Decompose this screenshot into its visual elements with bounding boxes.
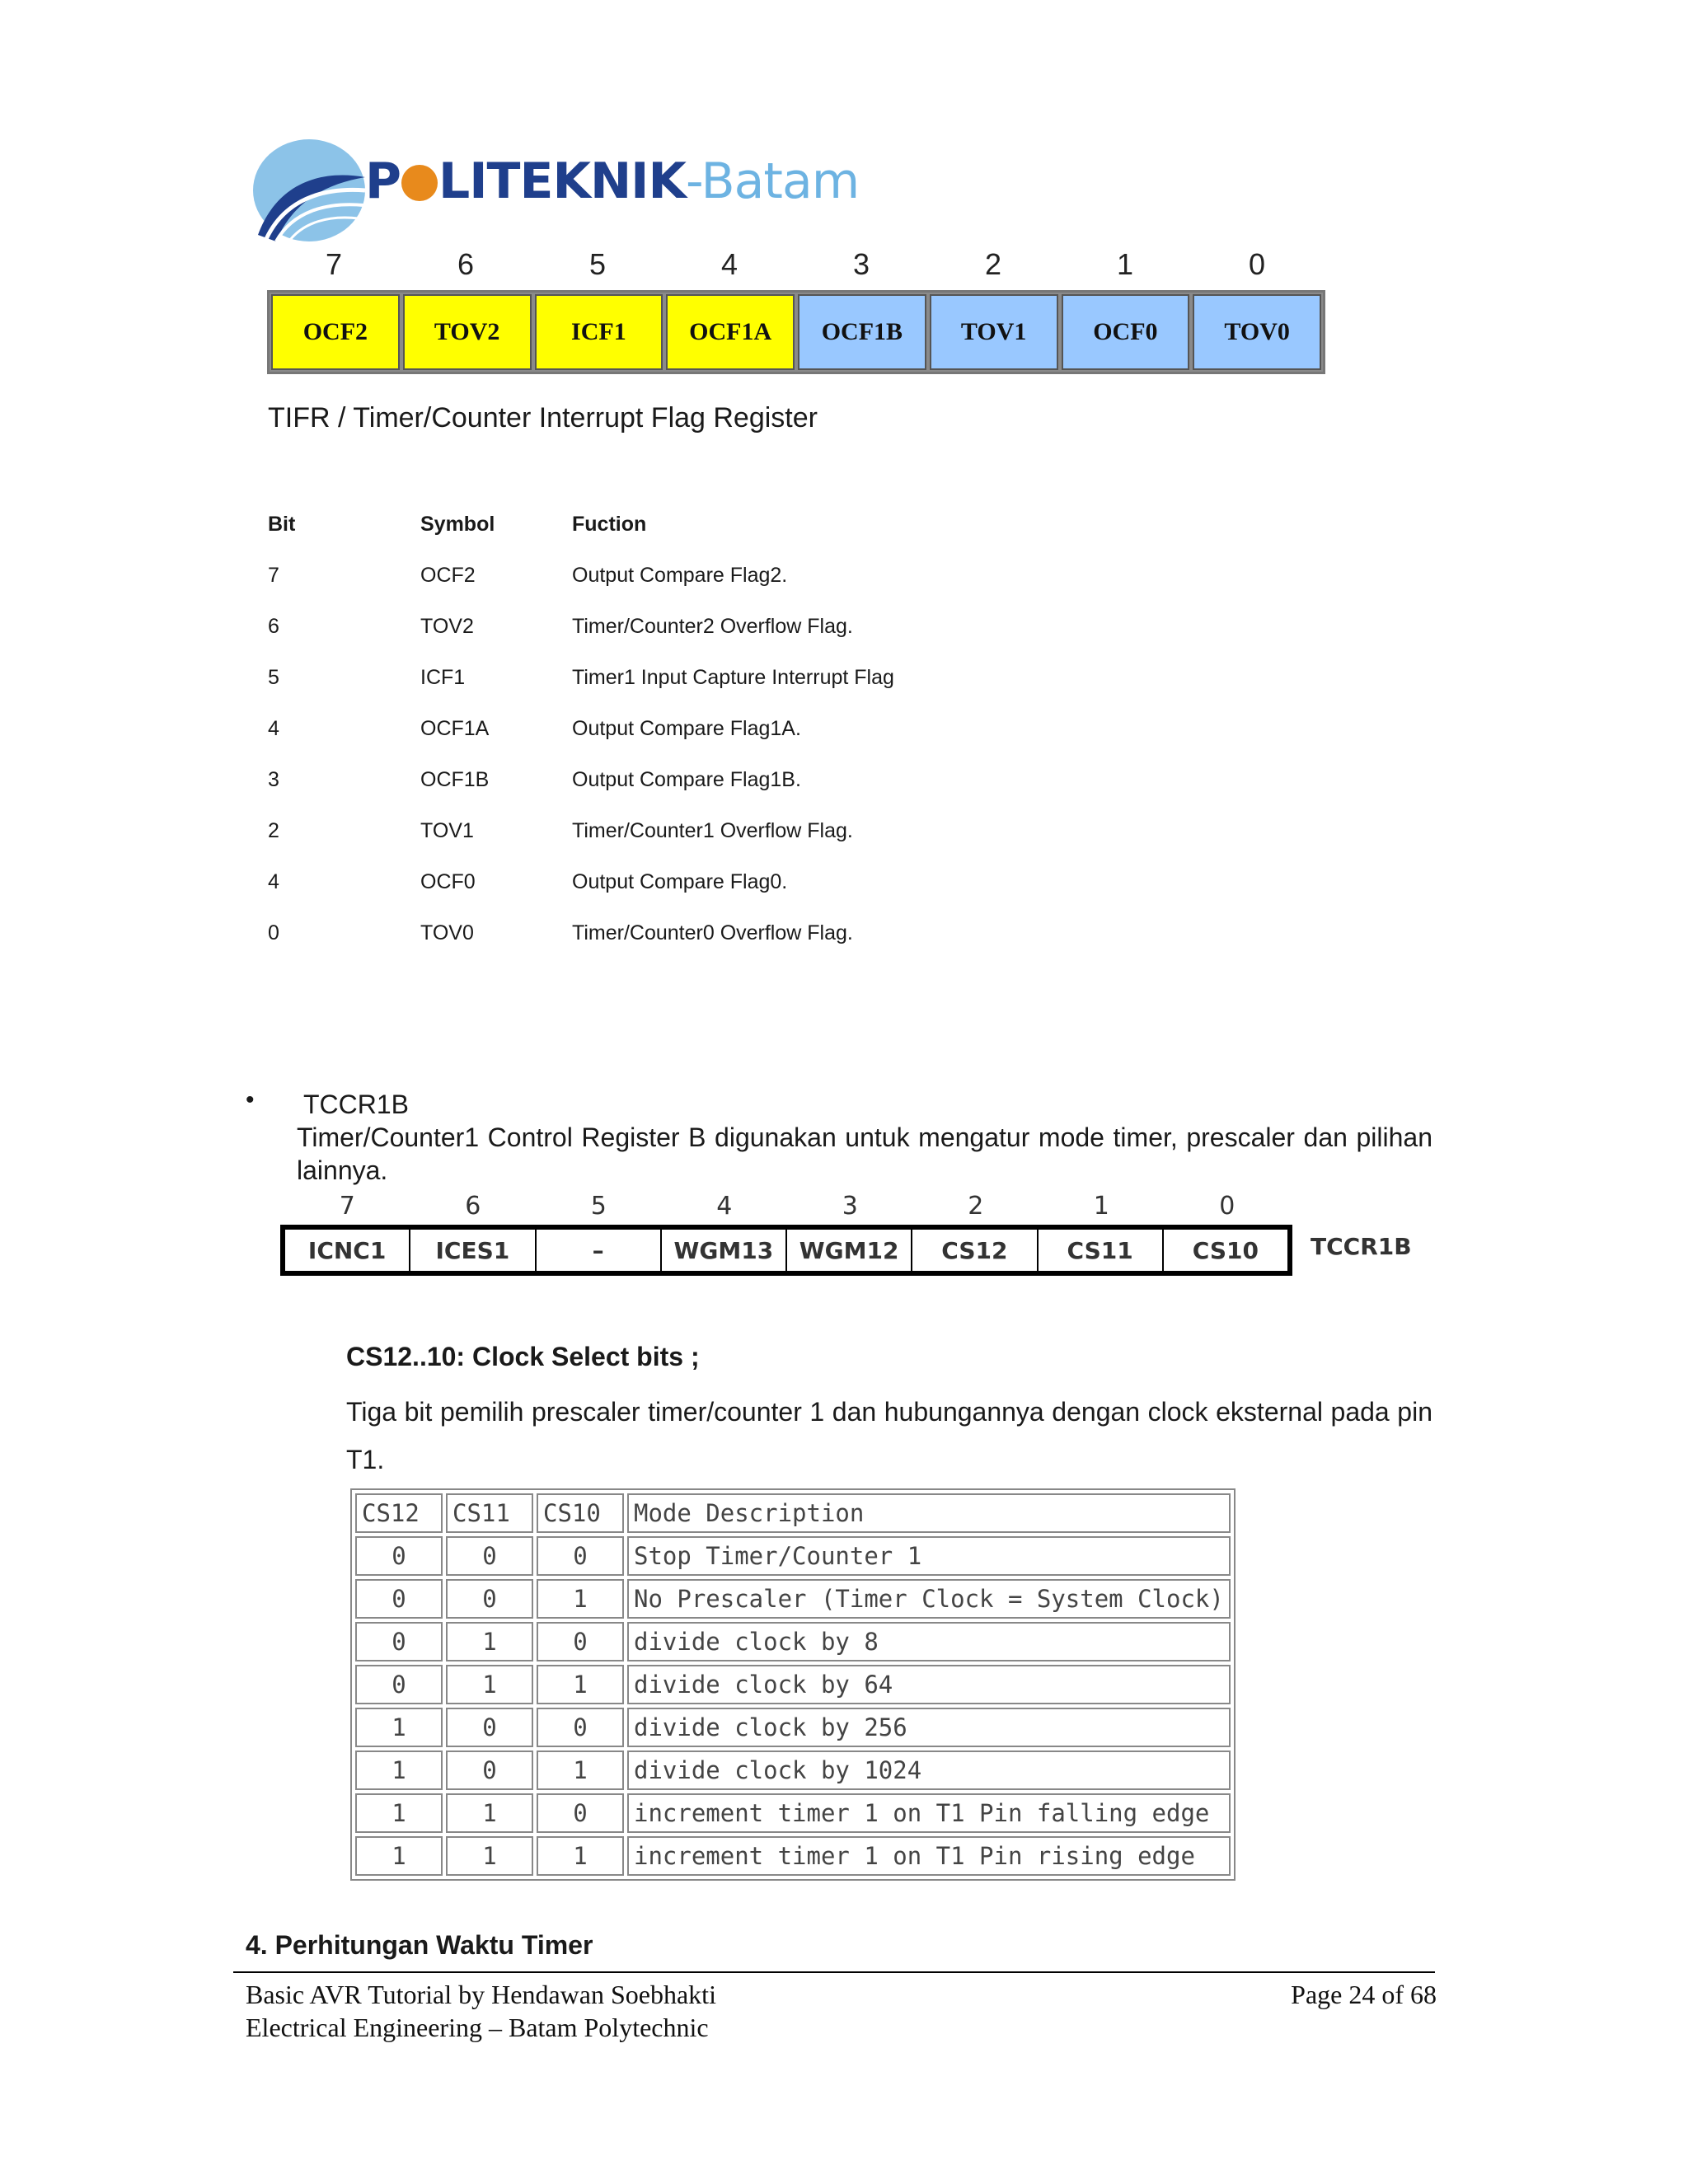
cs-bits-description: Tiga bit pemilih prescaler timer/counter 1 dan hubungannya dengan clock eksternal pada pin T1. <box>346 1397 1432 1474</box>
tifr-bit-cell: TOV2 <box>403 294 532 370</box>
table-cell: Output Compare Flag1A. <box>572 717 801 740</box>
tccr1b-bit-cell: CS12 <box>912 1230 1038 1271</box>
table-cell: 1 <box>446 1793 533 1833</box>
section-heading: 4. Perhitungan Waktu Timer <box>246 1930 593 1960</box>
tifr-bit-cell: ICF1 <box>535 294 663 370</box>
table-cell: 5 <box>268 666 279 689</box>
tifr-bit-numbers <box>268 247 1323 282</box>
tifr-caption: TIFR / Timer/Counter Interrupt Flag Register <box>268 402 818 434</box>
footer-page-number: Page 24 of 68 <box>1291 1980 1437 2009</box>
cs-bits-title: CS12..10: Clock Select bits ; <box>346 1342 700 1371</box>
table-cell: 1 <box>537 1750 624 1790</box>
tccr1b-bit-cell: – <box>537 1230 662 1271</box>
table-header: Symbol <box>420 513 495 536</box>
tccr1b-bit-cell: CS11 <box>1039 1230 1164 1271</box>
bit-number: 7 <box>339 1192 355 1221</box>
table-cell: 0 <box>355 1536 443 1576</box>
table-cell: increment timer 1 on T1 Pin falling edge <box>627 1793 1231 1833</box>
table-cell: Output Compare Flag2. <box>572 564 788 587</box>
table-cell: 0 <box>537 1622 624 1661</box>
table-row <box>355 1793 1231 1833</box>
table-cell: Timer/Counter2 Overflow Flag. <box>572 615 853 638</box>
tifr-bit-cell: OCF1A <box>666 294 795 370</box>
table-cell: divide clock by 64 <box>627 1665 1231 1704</box>
table-cell: 1 <box>446 1622 533 1661</box>
bit-number: 3 <box>842 1192 858 1221</box>
footer-divider <box>233 1971 1435 1973</box>
table-cell: 0 <box>446 1579 533 1619</box>
table-cell: 1 <box>537 1665 624 1704</box>
table-cell: 1 <box>537 1579 624 1619</box>
table-header: Bit <box>268 513 296 536</box>
table-cell: divide clock by 256 <box>627 1708 1231 1747</box>
table-row <box>355 1536 1231 1576</box>
tccr1b-bit-numbers <box>284 1192 1290 1221</box>
clock-select-table <box>350 1488 1236 1881</box>
table-header: CS11 <box>446 1493 533 1533</box>
table-row <box>355 1579 1231 1619</box>
table-cell: No Prescaler (Timer Clock = System Clock) <box>627 1579 1231 1619</box>
table-cell: 0 <box>537 1793 624 1833</box>
tccr1b-bit-cell: ICNC1 <box>285 1230 410 1271</box>
table-cell: 0 <box>446 1750 533 1790</box>
table-header: CS12 <box>355 1493 443 1533</box>
tccr1b-bit-cell: ICES1 <box>410 1230 536 1271</box>
table-row <box>355 1836 1231 1876</box>
table-cell: 3 <box>268 768 279 791</box>
footer-author: Basic AVR Tutorial by Hendawan Soebhakti <box>246 1980 716 2009</box>
bit-number: 3 <box>852 247 870 281</box>
table-cell: 0 <box>537 1708 624 1747</box>
table-cell: ICF1 <box>420 666 466 689</box>
table-cell: Timer/Counter0 Overflow Flag. <box>572 921 853 944</box>
table-cell: 6 <box>268 615 279 638</box>
bit-number: 0 <box>1248 247 1266 281</box>
table-cell: 0 <box>355 1579 443 1619</box>
table-cell: OCF0 <box>420 870 476 893</box>
tifr-bit-cell: OCF1B <box>798 294 926 370</box>
tifr-bit-cell: TOV1 <box>930 294 1058 370</box>
bit-number: 4 <box>720 247 738 281</box>
table-cell: OCF1A <box>420 717 490 740</box>
table-cell: 0 <box>446 1708 533 1747</box>
bit-number: 1 <box>1093 1192 1109 1221</box>
bit-number: 5 <box>588 247 607 281</box>
tifr-bit-cell: TOV0 <box>1193 294 1321 370</box>
logo-emblem-icon <box>251 136 367 247</box>
tccr1b-register-label: TCCR1B <box>1311 1233 1412 1260</box>
tccr1b-bit-cell: WGM12 <box>787 1230 912 1271</box>
tccr1b-bit-cell: CS10 <box>1192 1236 1259 1264</box>
tifr-bit-cell: OCF0 <box>1062 294 1190 370</box>
bit-number: 1 <box>1116 247 1134 281</box>
table-header-row <box>355 1493 1231 1533</box>
table-row <box>355 1708 1231 1747</box>
tccr1b-register-diagram <box>280 1225 1292 1276</box>
table-cell: 1 <box>355 1750 443 1790</box>
table-cell: TOV2 <box>420 615 474 638</box>
table-cell: Timer/Counter1 Overflow Flag. <box>572 819 853 842</box>
logo-wordmark: P LITEKNIK-Batam <box>365 152 860 210</box>
table-cell: OCF2 <box>420 564 476 587</box>
table-cell: divide clock by 8 <box>627 1622 1231 1661</box>
table-cell: 0 <box>355 1622 443 1661</box>
table-row <box>355 1622 1231 1661</box>
bit-number: 5 <box>590 1192 607 1221</box>
table-cell: TOV1 <box>420 819 474 842</box>
table-cell: 4 <box>268 717 279 740</box>
tifr-register-diagram <box>267 290 1325 374</box>
table-header: CS10 <box>537 1493 624 1533</box>
bit-number: 6 <box>465 1192 481 1221</box>
footer-institution: Electrical Engineering – Batam Polytechnic <box>246 2013 709 2042</box>
table-cell: 4 <box>268 870 279 893</box>
table-cell: 0 <box>268 921 279 944</box>
table-row <box>355 1665 1231 1704</box>
table-cell: 2 <box>268 819 279 842</box>
table-cell: Stop Timer/Counter 1 <box>627 1536 1231 1576</box>
table-cell: 7 <box>268 564 279 587</box>
table-header: Fuction <box>572 513 647 536</box>
table-cell: TOV0 <box>420 921 474 944</box>
bit-number: 7 <box>325 247 343 281</box>
table-cell: Output Compare Flag1B. <box>572 768 801 791</box>
table-cell: Timer1 Input Capture Interrupt Flag <box>572 666 894 689</box>
tccr1b-bit-cell: WGM13 <box>662 1230 787 1271</box>
bit-number: 4 <box>716 1192 733 1221</box>
bullet-icon: • <box>246 1086 255 1113</box>
table-cell: 1 <box>355 1836 443 1876</box>
table-cell: 0 <box>355 1665 443 1704</box>
tifr-bit-cell: OCF2 <box>271 294 400 370</box>
bit-number: 2 <box>968 1192 984 1221</box>
table-row <box>355 1750 1231 1790</box>
table-cell: 0 <box>537 1536 624 1576</box>
table-cell: divide clock by 1024 <box>627 1750 1231 1790</box>
table-cell: 1 <box>355 1793 443 1833</box>
table-cell: OCF1B <box>420 768 490 791</box>
table-cell: 1 <box>537 1836 624 1876</box>
bit-number: 6 <box>457 247 475 281</box>
politeknik-batam-logo <box>251 136 860 247</box>
table-cell: 1 <box>355 1708 443 1747</box>
table-header: Mode Description <box>627 1493 1231 1533</box>
table-cell: Output Compare Flag0. <box>572 870 788 893</box>
bit-number: 0 <box>1219 1192 1236 1221</box>
table-cell: 0 <box>446 1536 533 1576</box>
tccr1b-title: TCCR1B <box>303 1090 410 1119</box>
tccr1b-description: Timer/Counter1 Control Register B digunakan untuk mengatur mode timer, prescaler dan pilihan lainnya. <box>297 1122 1432 1185</box>
table-cell: 1 <box>446 1665 533 1704</box>
table-cell: increment timer 1 on T1 Pin rising edge <box>627 1836 1231 1876</box>
bit-number: 2 <box>984 247 1002 281</box>
table-cell: 1 <box>446 1836 533 1876</box>
